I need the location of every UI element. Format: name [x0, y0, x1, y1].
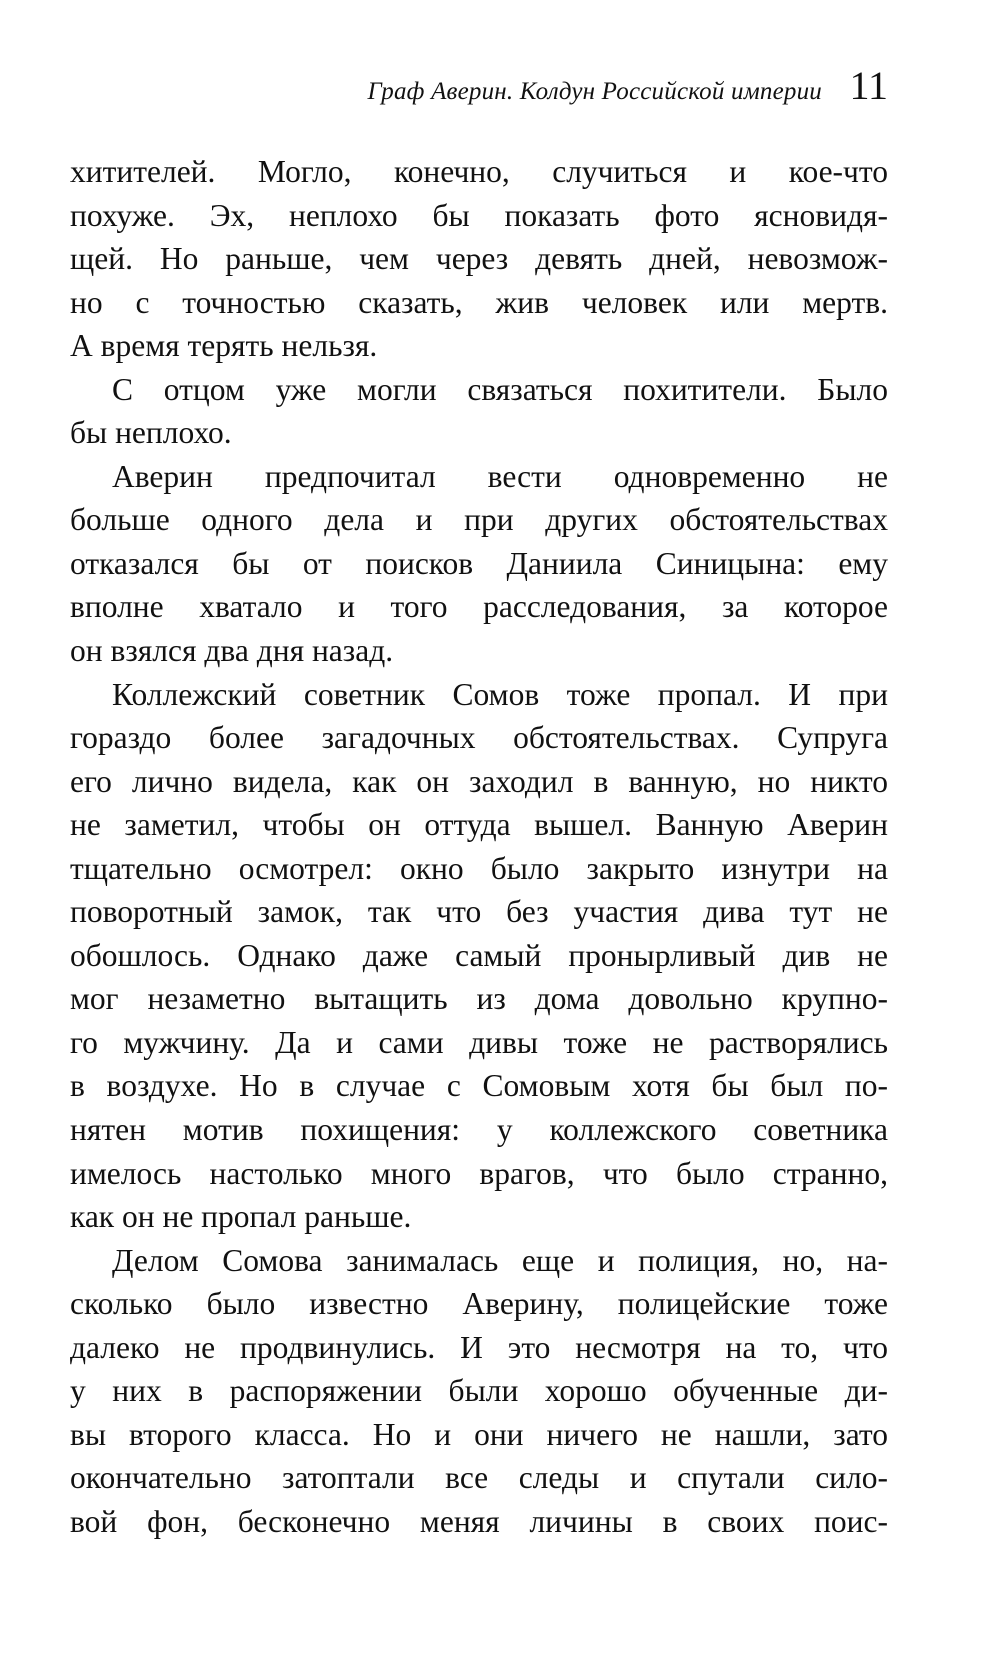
text-line: го мужчину. Да и сами дивы тоже не растворялись	[70, 1024, 888, 1060]
text-line: имелось настолько много врагов, что было странно,	[70, 1155, 888, 1191]
body-text	[70, 150, 888, 1544]
text-line: не заметил, чтобы он оттуда вышел. Ванную Аверин	[70, 807, 888, 843]
text-line: нятен мотив похищения: у коллежского советника	[70, 1112, 888, 1148]
text-line: Делом Сомова занималась еще и полиция, но, на-	[112, 1242, 888, 1278]
text-line: поворотный замок, так что без участия дива тут не	[70, 894, 888, 930]
text-line: больше одного дела и при других обстоятельствах	[70, 502, 888, 538]
text-line: Коллежский советник Сомов тоже пропал. И при	[112, 676, 888, 712]
text-line: но с точностью сказать, жив человек или мертв.	[70, 284, 888, 320]
text-line: похуже. Эх, неплохо бы показать фото ясновидя-	[70, 197, 888, 233]
text-line: сколько было известно Аверину, полицейские тоже	[70, 1286, 888, 1322]
text-line: у них в распоряжении были хорошо обученные ди-	[70, 1373, 888, 1409]
text-line: тщательно осмотрел: окно было закрыто изнутри на	[70, 850, 888, 886]
text-line: хитителей. Могло, конечно, случиться и кое-что	[70, 154, 888, 189]
text-line: вы второго класса. Но и они ничего не нашли, зато	[70, 1416, 888, 1452]
text-line: вполне хватало и того расследования, за которое	[70, 589, 888, 625]
text-line: окончательно затоптали все следы и спутали сило-	[70, 1460, 888, 1496]
text-line: вой фон, бесконечно меняя личины в своих поис-	[70, 1503, 888, 1539]
text-line: С отцом уже могли связаться похитители. Было	[112, 371, 888, 407]
text-line: Аверин предпочитал вести одновременно не	[112, 458, 888, 494]
page-number: 11	[849, 63, 888, 108]
text-line: обошлось. Однако даже самый пронырливый див не	[70, 937, 888, 973]
text-line: А время терять нельзя.	[70, 328, 378, 364]
page-header	[70, 64, 888, 114]
text-line: как он не пропал раньше.	[70, 1199, 412, 1235]
text-line: отказался бы от поисков Даниила Синицына: ему	[70, 545, 888, 581]
text-line: далеко не продвинулись. И это несмотря на то, что	[70, 1329, 888, 1365]
text-line: он взялся два дня назад.	[70, 633, 394, 669]
text-line: в воздухе. Но в случае с Сомовым хотя бы был по-	[70, 1068, 888, 1104]
text-line: гораздо более загадочных обстоятельствах. Супруга	[70, 720, 888, 756]
text-line: мог незаметно вытащить из дома довольно крупно-	[70, 981, 888, 1017]
text-line: щей. Но раньше, чем через девять дней, невозмож-	[70, 241, 888, 277]
text-line: бы неплохо.	[70, 415, 232, 451]
text-line: его лично видела, как он заходил в ванную, но никто	[70, 763, 888, 799]
running-title: Граф Аверин. Колдун Российской империи	[367, 78, 822, 105]
